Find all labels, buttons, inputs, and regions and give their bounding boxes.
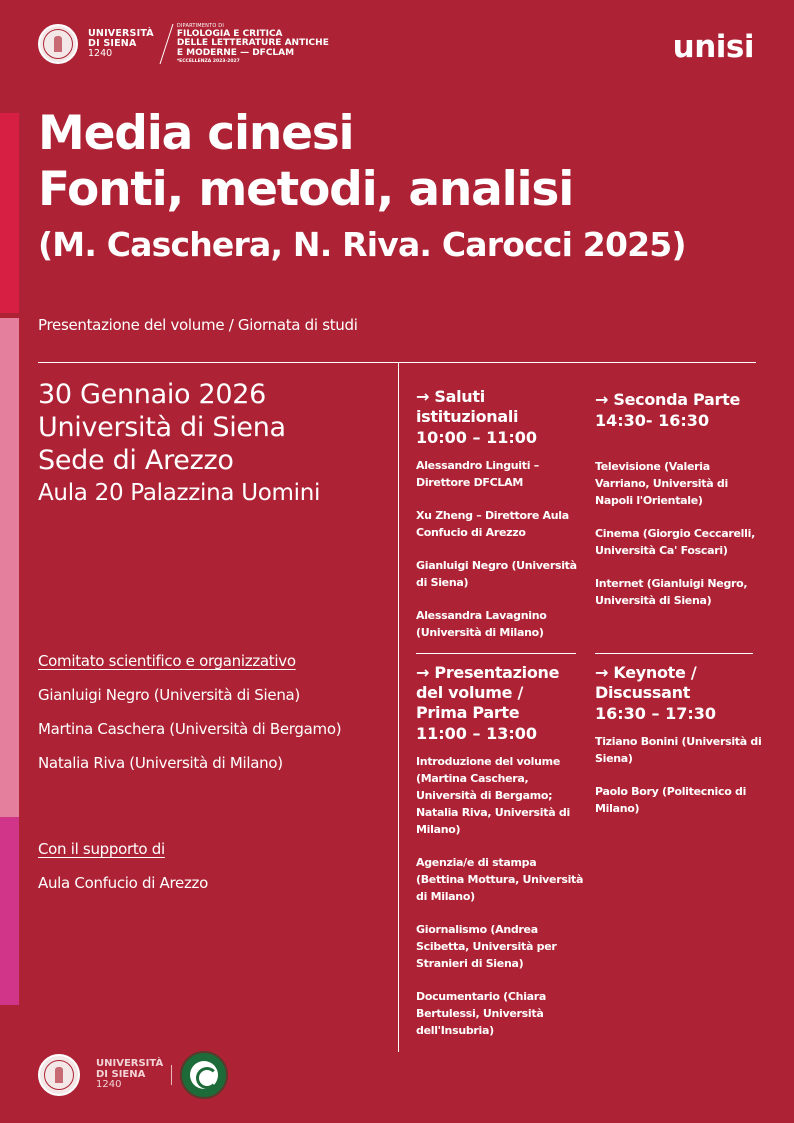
footer-divider (171, 1065, 172, 1085)
section-divider (416, 653, 576, 654)
program-prima-parte (416, 663, 586, 1039)
event-site: Sede di Arezzo (38, 445, 234, 476)
arrow-right-icon: → (595, 390, 609, 409)
header-slash-divider (159, 24, 173, 64)
footer-university-line1: UNIVERSITÀ (96, 1058, 164, 1070)
saluti-time: 10:00 – 11:00 (416, 428, 537, 447)
department-note: *ECCELLENZA 2023-2027 (176, 59, 240, 65)
arrow-right-icon: → (416, 387, 430, 406)
title-book-reference: (M. Caschera, N. Riva. Carocci 2025) (38, 225, 686, 264)
saluti-heading (416, 387, 586, 427)
support-item: Aula Confucio di Arezzo (38, 874, 209, 892)
program-entry: Documentario (Chiara Bertulessi, Università dell'Insubria) (416, 990, 547, 1037)
program-entry: Internet (Gianluigi Negro, Università di Siena) (595, 577, 748, 607)
department-line3: E MODERNE — DFCLAM (176, 47, 295, 58)
footer-university-wordmark (96, 1059, 163, 1091)
arrow-right-icon: → (595, 663, 609, 682)
arrow-right-icon: → (416, 663, 430, 682)
prima-parte-title-line2: del volume / (416, 683, 523, 702)
committee-section (38, 652, 341, 772)
support-section (38, 840, 208, 892)
program-entry: Alessandro Linguiti – Direttore DFCLAM (416, 459, 539, 489)
header (38, 22, 754, 66)
saluti-title-line1: Saluti (434, 387, 485, 406)
keynote-heading (595, 663, 765, 703)
footer-logos (38, 1052, 228, 1098)
confucius-institute-logo-icon (180, 1051, 228, 1099)
event-details (38, 378, 320, 509)
university-seal-icon (38, 24, 78, 64)
university-name-line2: DI SIENA (88, 38, 137, 49)
vertical-divider (398, 362, 399, 1052)
seconda-parte-time: 14:30- 16:30 (595, 411, 710, 430)
brand-logo: unisi (672, 29, 754, 65)
program-entry: Agenzia/e di stampa (Bettina Mottura, Università di Milano) (416, 856, 584, 903)
program-entry: Cinema (Giorgio Ceccarelli, Università Ca' Foscari) (595, 527, 755, 557)
university-name-line1: UNIVERSITÀ (88, 28, 154, 39)
program-entry: Televisione (Valeria Varriano, Università di Napoli l'Orientale) (595, 460, 728, 507)
keynote-title-line2: Discussant (595, 683, 691, 702)
keynote-title-line1: Keynote / (613, 663, 697, 682)
page-title (38, 106, 686, 270)
footer-university-line2: DI SIENA (96, 1068, 146, 1080)
committee-member: Natalia Riva (Università di Milano) (38, 754, 283, 772)
program-entry: Tiziano Bonini (Università di Siena) (595, 735, 762, 765)
prima-parte-title-line3: Prima Parte (416, 703, 520, 722)
department-name (177, 23, 329, 66)
program-entry: Alessandra Lavagnino (Università di Milano) (416, 609, 547, 639)
program-entry: Xu Zheng – Direttore Aula Confucio di Arezzo (416, 509, 569, 539)
committee-member: Martina Caschera (Università di Bergamo) (38, 720, 342, 738)
university-founding-year: 1240 (88, 48, 113, 59)
program-entry: Introduzione del volume (Martina Caschera, Università di Bergamo; Natalia Riva, Università di Milano) (416, 755, 570, 836)
university-wordmark (88, 29, 154, 59)
section-divider (595, 653, 753, 654)
program-entry: Giornalismo (Andrea Scibetta, Università per Stranieri di Siena) (416, 923, 557, 970)
title-line1: Media cinesi (38, 106, 354, 161)
program-seconda-parte (595, 390, 765, 609)
seconda-parte-heading (595, 390, 765, 410)
committee-member: Gianluigi Negro (Università di Siena) (38, 686, 300, 704)
event-date: 30 Gennaio 2026 (38, 379, 267, 410)
prima-parte-time: 11:00 – 13:00 (416, 724, 537, 743)
program-keynote (595, 663, 765, 817)
university-seal-icon (38, 1054, 80, 1096)
subtitle: Presentazione del volume / Giornata di studi (38, 316, 358, 334)
department-line1: FILOLOGIA E CRITICA (176, 28, 283, 39)
support-heading: Con il supporto di (38, 840, 165, 858)
event-room: Aula 20 Palazzina Uomini (38, 480, 321, 506)
department-prefix: DIPARTIMENTO DI (176, 22, 225, 29)
program-entry: Paolo Bory (Politecnico di Milano) (595, 785, 747, 815)
prima-parte-title-line1: Presentazione (434, 663, 560, 682)
saluti-title-line2: istituzionali (416, 407, 519, 426)
accent-stripe-middle (0, 318, 19, 817)
program-entry: Gianluigi Negro (Università di Siena) (416, 559, 577, 589)
horizontal-divider (38, 362, 756, 363)
seconda-parte-title: Seconda Parte (613, 390, 741, 409)
title-line2: Fonti, metodi, analisi (38, 162, 574, 217)
accent-stripe-bottom (0, 817, 19, 1005)
committee-heading: Comitato scientifico e organizzativo (38, 652, 296, 670)
program-saluti (416, 387, 586, 641)
prima-parte-heading (416, 663, 586, 723)
accent-stripe-top (0, 113, 19, 313)
keynote-time: 16:30 – 17:30 (595, 704, 716, 723)
event-university: Università di Siena (38, 412, 286, 443)
footer-university-year: 1240 (96, 1079, 122, 1091)
department-line2: DELLE LETTERATURE ANTICHE (176, 38, 329, 49)
